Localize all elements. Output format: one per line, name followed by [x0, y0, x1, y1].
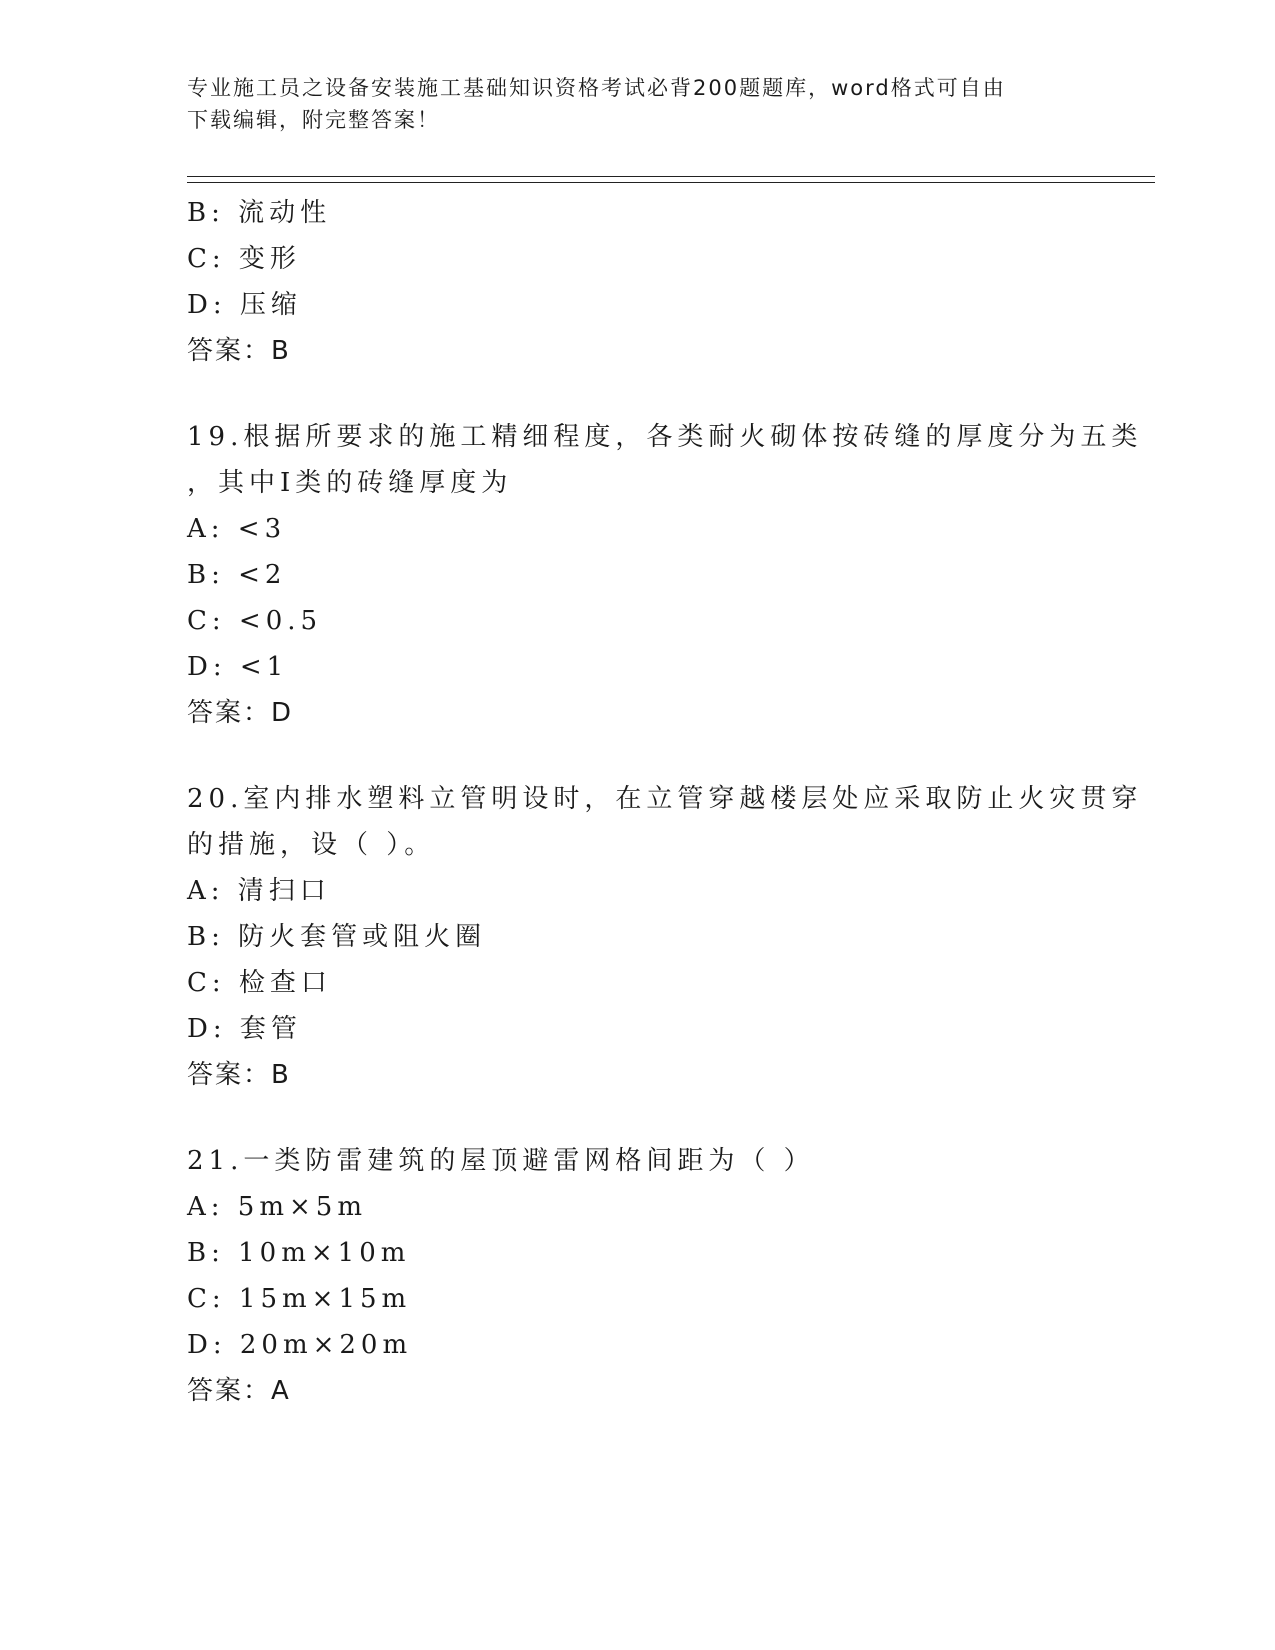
option-c: C: 检查口 [187, 968, 332, 998]
option-b: B: 流动性 [187, 198, 332, 228]
option-b: B: 防火套管或阻火圈 [187, 922, 487, 952]
document-header [187, 72, 1067, 136]
option-c: C: <0.5 [187, 606, 323, 636]
option-a: A: <3 [187, 514, 287, 544]
header-line-2: 下载编辑，附完整答案！ [187, 108, 440, 132]
option-d: D: 20m×20m [187, 1330, 413, 1360]
spacer [187, 374, 1107, 414]
option-c: C: 15m×15m [187, 1284, 412, 1314]
question-21 [187, 1138, 1107, 1414]
option-a: A: 5m×5m [187, 1192, 367, 1222]
option-c: C: 变形 [187, 244, 301, 274]
option-b: B: 10m×10m [187, 1238, 411, 1268]
question-19 [187, 414, 1143, 736]
answer-line: 答案：A [187, 1376, 291, 1406]
header-line-1: 专业施工员之设备安装施工基础知识资格考试必背200题题库，word格式可自由 [187, 76, 1006, 100]
answer-line: 答案：B [187, 1060, 291, 1090]
option-d: D: 套管 [187, 1014, 302, 1044]
question-list [187, 190, 1143, 1414]
option-d: D: 压缩 [187, 290, 302, 320]
question-text [187, 776, 1143, 868]
question-text-line: 21.一类防雷建筑的屋顶避雷网格间距为（ ） [187, 1146, 815, 1176]
question-18-continued [187, 190, 1107, 374]
question-text-line: ，其中Ⅰ类的砖缝厚度为 [187, 468, 513, 498]
answer-line: 答案：B [187, 336, 291, 366]
header-rule-bottom [187, 182, 1155, 183]
answer-line: 答案：D [187, 698, 294, 728]
question-20 [187, 776, 1143, 1098]
option-b: B: <2 [187, 560, 287, 590]
header-rule-top [187, 176, 1155, 177]
question-text [187, 1138, 1087, 1184]
question-text-line: 20.室内排水塑料立管明设时，在立管穿越楼层处应采取防止火灾贯穿 [187, 784, 1143, 814]
option-a: A: 清扫口 [187, 876, 331, 906]
question-text-line: 19.根据所要求的施工精细程度，各类耐火砌体按砖缝的厚度分为五类 [187, 422, 1143, 452]
question-text [187, 414, 1143, 506]
spacer [187, 736, 1107, 776]
option-d: D: <1 [187, 652, 289, 682]
spacer [187, 1098, 1107, 1138]
question-text-line: 的措施，设（ ）。 [187, 830, 436, 860]
